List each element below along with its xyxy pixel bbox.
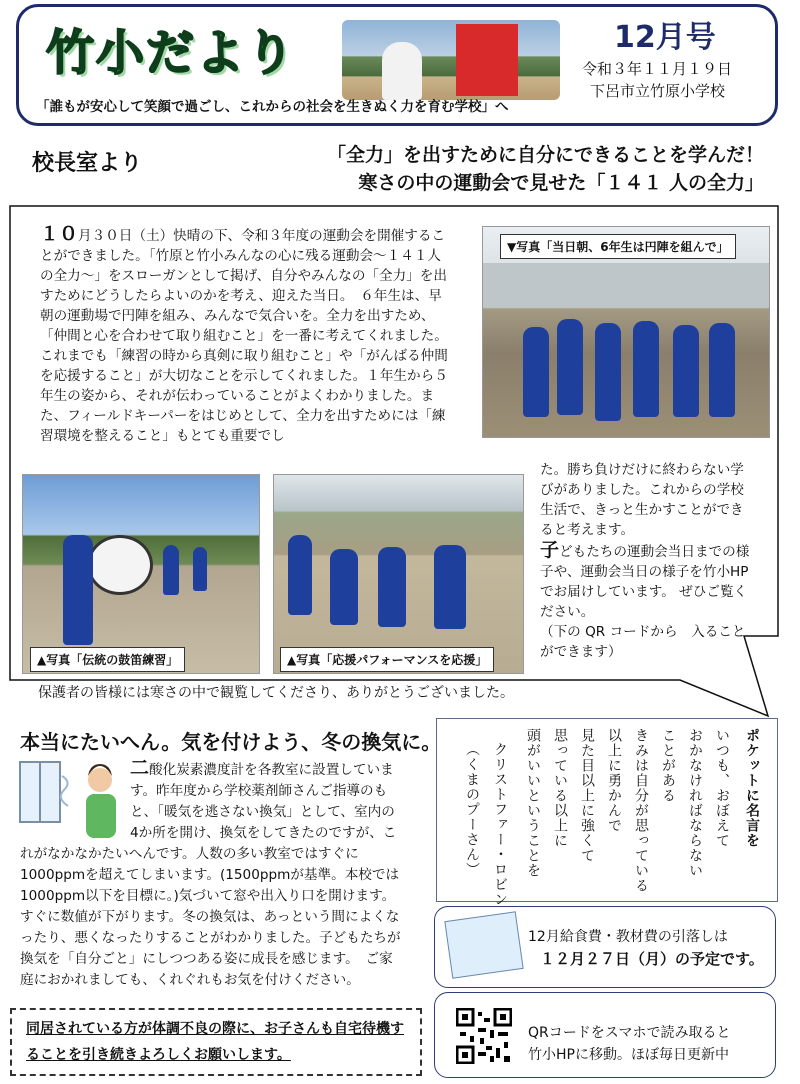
student-figure bbox=[288, 535, 312, 615]
quote-line: 思っている以上に bbox=[552, 728, 568, 848]
qr-info-line-1: QRコードをスマホで読み取ると bbox=[528, 1025, 731, 1041]
quote-line: 見た目以上に強くて bbox=[579, 728, 595, 863]
article-paragraph-2 bbox=[540, 460, 750, 662]
closing-thanks: 保護者の皆様には寒さの中で観覧してくださり、ありがとうございました。 bbox=[38, 685, 514, 701]
student-figure bbox=[163, 545, 179, 595]
student-figure bbox=[633, 321, 659, 417]
issue-label: 12月号 bbox=[614, 20, 716, 55]
student-figure bbox=[673, 325, 699, 417]
student-figure bbox=[523, 327, 549, 417]
school-motto: 「誰もが安心して笑顔で過ごし、これからの社会を生きぬく力を育む学校」へ bbox=[36, 99, 509, 115]
quote-line: きみは自分が思っている bbox=[633, 728, 649, 893]
drop-character: 子 bbox=[540, 539, 560, 561]
ventilation-body bbox=[20, 758, 402, 991]
article-paragraph-2-start: た。勝ち負けだけに終わらない学びがありました。これからの学校生活で、きっと生かすことができると考えます。 bbox=[540, 462, 744, 538]
student-figure bbox=[595, 323, 621, 421]
student-figure bbox=[378, 547, 406, 627]
drop-character: 二 bbox=[130, 757, 150, 779]
caption-huddle: ▼写真「当日朝、6年生は円陣を組んで」 bbox=[500, 234, 736, 259]
caption-drum-practice: ▲写真「伝統の鼓笛練習」 bbox=[30, 647, 185, 672]
qr-info-line-2: 竹小HPに移動。ほぼ毎日更新中 bbox=[528, 1047, 729, 1063]
headline-line-2: 寒さの中の運動会で見せた「１４１ 人の全力」 bbox=[358, 172, 764, 194]
quote-source: （くまのプーさん） bbox=[464, 742, 480, 877]
bank-slip-icon bbox=[444, 911, 523, 978]
quote-line: いつも、おぼえて bbox=[714, 728, 730, 848]
article-paragraph-1-text: 月３０日（土）快晴の下、令和３年度の運動会を開催することができました。「竹原と竹小みんなの心に残る運動会～１４１人の全力～」をスローガンとして掲げ、自分やみんなの「全力」を出すためにどうしたらよいのかを考え、迎えた当日。 ６年生は、早朝の運動場で円陣を組み、みんなで気合いを。全力を出すため、「仲間と心を合わせて取り組むこと」を一番に考えてくれました。これまでも「練習の時から真剣に取り組むこと」や「がんばる仲間を応援すること」が大切なことを示してくれました。１年生から５年生の姿から、それが伝わっていることがよくわかりました。また、フィールドキーパーをはじめとして、全力を出すためには「練習環境を整えること」もとても重要でし bbox=[40, 228, 448, 444]
quote-line: 以上に勇かんで bbox=[606, 728, 622, 833]
student-figure bbox=[557, 319, 583, 415]
ventilation-title: 本当にたいへん。気を付けよう、冬の換気に。 bbox=[20, 730, 442, 754]
issue-date: 令和３年１１月１９日 bbox=[582, 60, 733, 78]
section-label-principal: 校長室より bbox=[32, 151, 143, 176]
article-paragraph-1 bbox=[40, 224, 454, 446]
student-figure bbox=[709, 323, 735, 417]
student-figure bbox=[193, 547, 207, 591]
qr-hint: （下の QR コードから 入ることができます） bbox=[540, 624, 746, 660]
quote-line: 頭がいいということを bbox=[525, 728, 541, 878]
lunch-fee-date: １２月２７日（月）の予定です。 bbox=[540, 950, 764, 968]
article-paragraph-2-rest: どもたちの運動会当日までの様子や、運動会当日の様子を竹小HPでお届けしています。 ぜひご覧ください。 bbox=[540, 544, 750, 620]
quote-line: ことがある bbox=[660, 728, 676, 803]
lunch-fee-line-1: 12月給食費・教材費の引落しは bbox=[528, 929, 728, 945]
quote-line: おかなければならない bbox=[687, 728, 703, 878]
student-figure bbox=[330, 549, 358, 625]
headline-line-1: 「全力」を出すために自分にできることを学んだ！ bbox=[326, 144, 764, 166]
bass-drum bbox=[87, 535, 153, 595]
student-figure bbox=[63, 535, 93, 645]
ventilation-body-text: 酸化炭素濃度計を各教室に設置しています。昨年度から学校薬剤師さんご指導のもと、「暖気を逃さない換気」として、室内の4か所を開け、換気をしてきたのですが、これがなかなかたいへんです。人数の多い教室ではすぐに1000ppmを超えてしまいます。(1500ppmが基準。本校では1000ppm以下を目標に。)気づいて窓や出入り口を開けます。すぐに数値が下がります。冬の換気は、あっという間によくなったり、悪くなったりすることがわかりました。子どもたちが換気を「自分ごと」にしつつある姿に成長を感じます。 ご家庭におかれましても、くれぐれもお気を付けください。 bbox=[20, 762, 401, 988]
school-name: 下呂市立竹原小学校 bbox=[590, 82, 726, 100]
photo-cheering bbox=[273, 474, 524, 674]
photo-drum-practice bbox=[22, 474, 260, 674]
student-figure bbox=[434, 545, 466, 629]
drop-number: １０ bbox=[40, 223, 79, 245]
notice-text: 同居されている方が体調不良の際に、お子さんも自宅待機することを引き続きよろしくお願いします。 bbox=[26, 1021, 404, 1063]
newsletter-title: 竹小だより bbox=[46, 25, 297, 81]
quote-author: クリストファー・ロビン bbox=[492, 742, 508, 907]
school-building bbox=[483, 263, 769, 307]
qr-code-icon[interactable] bbox=[456, 1008, 512, 1064]
quote-title: ポケットに名言を bbox=[744, 728, 760, 848]
caption-cheering: ▲写真「応援パフォーマンスを応援」 bbox=[280, 647, 494, 672]
